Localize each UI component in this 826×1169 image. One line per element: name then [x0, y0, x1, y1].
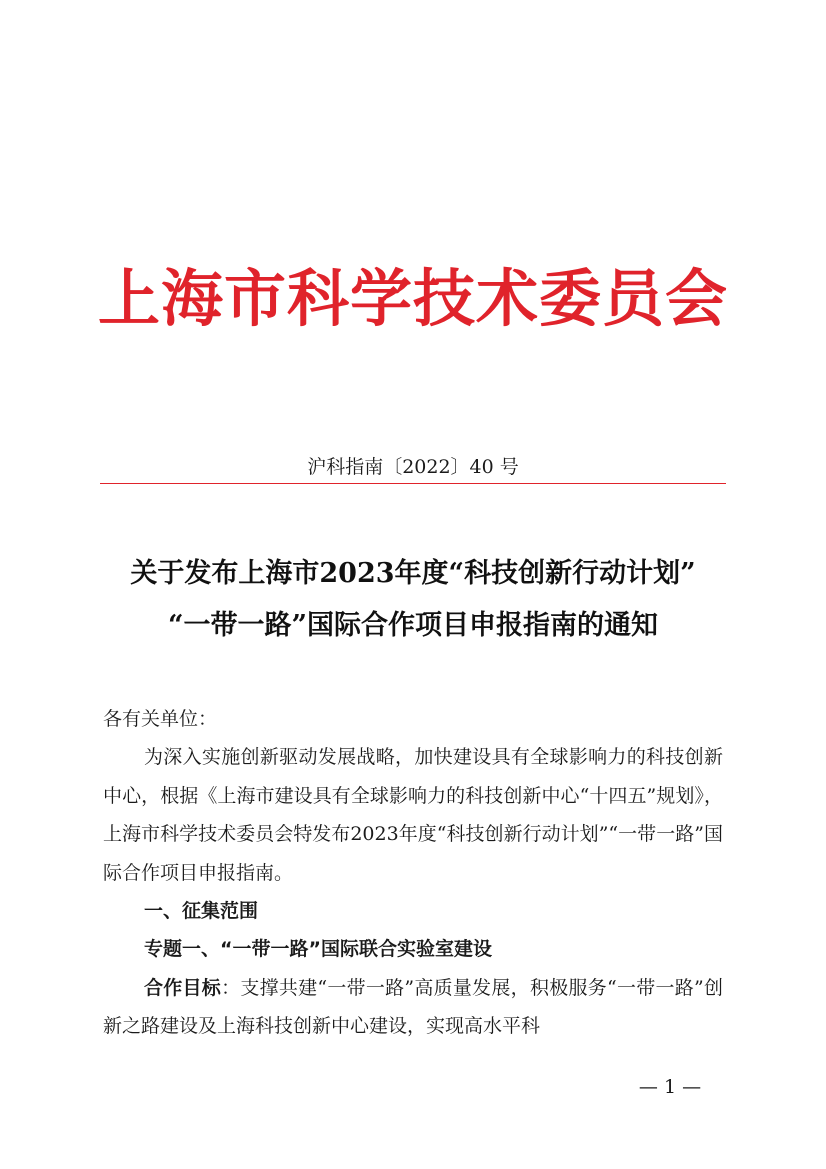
document-body	[103, 700, 723, 1046]
goal-text: ：支撑共建“一带一路”高质量发展，积极服务“一带一路”创新之路建设及上海科技创新中心建设，实现高水平科	[103, 976, 723, 1038]
title-line-2: “一带一路”国际合作项目申报指南的通知	[167, 610, 659, 641]
page-number: — 1 —	[638, 1076, 702, 1098]
document-number: 沪科指南〔2022〕40 号	[307, 456, 519, 478]
red-separator-line	[100, 483, 726, 484]
intro-paragraph: 为深入实施创新驱动发展战略，加快建设具有全球影响力的科技创新中心，根据《上海市建设具有全球影响力的科技创新中心“十四五”规划》，上海市科学技术委员会特发布2023年度“科技创新行动计划”“一带一路”国际合作项目申报指南。	[103, 746, 723, 884]
document-title	[100, 548, 726, 652]
section-heading: 一、征集范围	[144, 900, 259, 923]
goal-label: 合作目标	[144, 976, 222, 999]
title-line-1: 关于发布上海市2023年度“科技创新行动计划”	[130, 558, 696, 589]
salutation: 各有关单位：	[103, 708, 218, 730]
issuing-organization-header: 上海市科学技术委员会	[97, 262, 728, 335]
topic-heading: 专题一、“一带一路”国际联合实验室建设	[144, 938, 492, 961]
goal-paragraph	[103, 969, 723, 1046]
